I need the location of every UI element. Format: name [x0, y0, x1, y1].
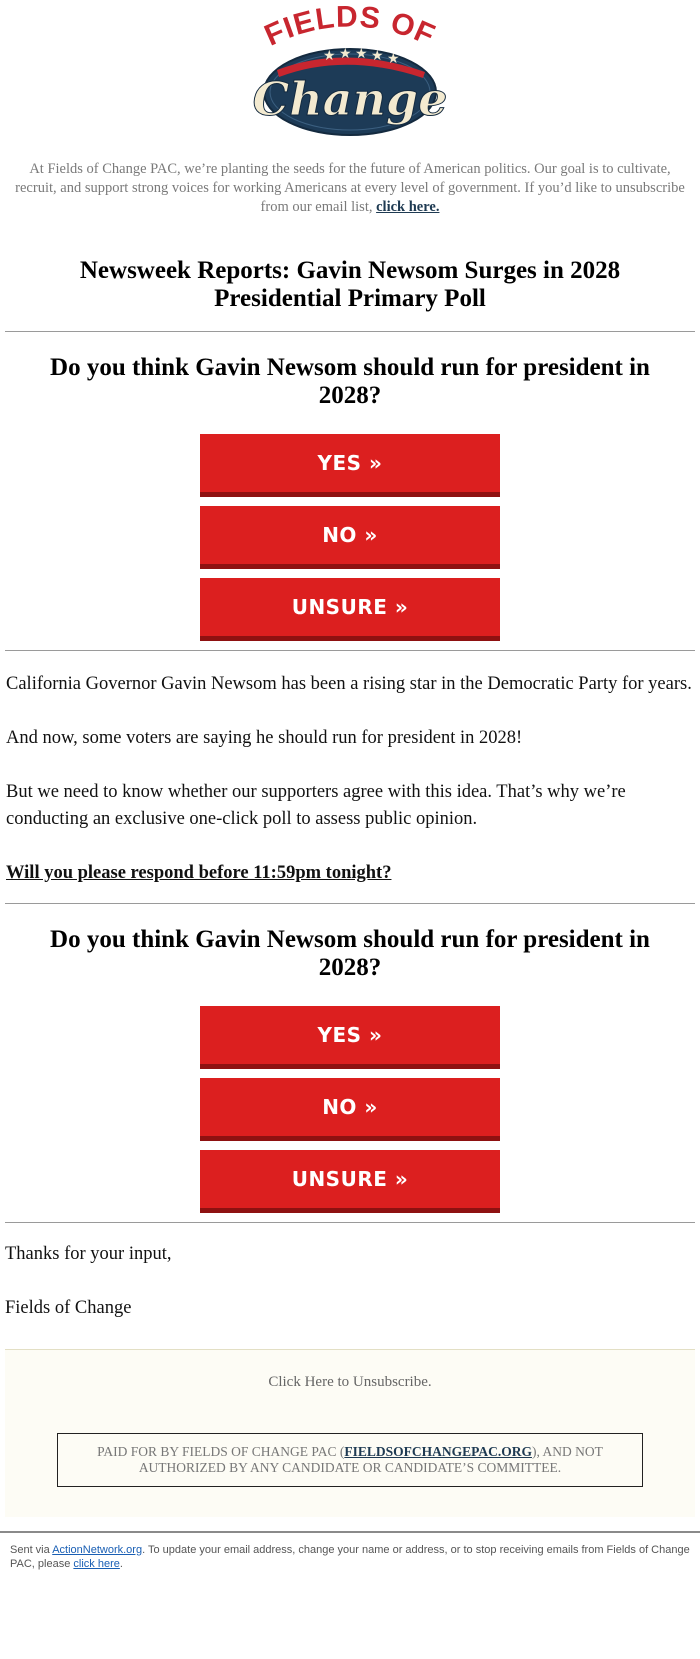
yes-button[interactable]: YES »	[200, 434, 500, 497]
svg-text:FIELDS OF	[260, 0, 440, 52]
unsure-button[interactable]: UNSURE »	[200, 1150, 500, 1213]
intro-unsubscribe-link[interactable]: click here.	[376, 199, 440, 215]
signature: Fields of Change	[5, 1298, 132, 1318]
sent-via-middle: . To update your email address, change your name or address, or to stop receiving emails from Fields of Change PAC, please	[10, 1544, 690, 1570]
paid-suffix: ), AND NOT AUTHORIZED BY ANY CANDIDATE OR CANDIDATE’S COMMITTEE.	[138, 1444, 603, 1475]
body-paragraph: And now, some voters are saying he should run for president in 2028!	[6, 728, 523, 748]
poll-buttons	[200, 1006, 500, 1213]
no-button[interactable]: NO »	[200, 506, 500, 569]
signoff	[5, 1241, 695, 1322]
unsubscribe-link[interactable]: Click Here to Unsubscribe.	[268, 1374, 432, 1390]
body-text	[5, 671, 695, 887]
yes-button[interactable]: YES »	[200, 1006, 500, 1069]
poll-question: Do you think Gavin Newsom should run for president in 2028?	[50, 354, 650, 409]
logo-top-text: FIELDS OF	[259, 0, 441, 53]
svg-text:★: ★	[339, 46, 352, 62]
click-here-link[interactable]: click here	[73, 1558, 120, 1570]
unsure-button[interactable]: UNSURE »	[200, 578, 500, 641]
svg-text:★: ★	[371, 48, 384, 64]
body-paragraph: But we need to know whether our supporters agree with this idea. That’s why we’re conducting an exclusive one-click poll to assess public opinion.	[6, 782, 626, 829]
headline: Newsweek Reports: Gavin Newsom Surges in 2028 Presidential Primary Poll	[79, 257, 621, 312]
divider	[5, 331, 695, 332]
divider	[5, 650, 695, 651]
intro-paragraph	[5, 150, 695, 217]
divider	[5, 1222, 695, 1223]
svg-text:★: ★	[323, 48, 336, 64]
thanks-text: Thanks for your input,	[5, 1244, 172, 1264]
divider	[5, 903, 695, 904]
sent-via-prefix: Sent via	[10, 1544, 53, 1556]
poll-question: Do you think Gavin Newsom should run for president in 2028?	[50, 926, 650, 981]
paid-prefix: PAID FOR BY FIELDS OF CHANGE PAC (	[97, 1444, 345, 1459]
cta-text[interactable]: Will you please respond before 11:59pm tonight?	[6, 863, 392, 883]
paid-for-disclaimer	[57, 1433, 643, 1487]
intro-text: At Fields of Change PAC, we’re planting the seeds for the future of American politics. Our goal is to cultivate, recruit, and support strong voices for working Americans at every level of government. If you’d like to unsubscribe from our email list,	[15, 161, 685, 215]
pac-website-link[interactable]: FIELDSOFCHANGEPAC.ORG	[344, 1444, 532, 1459]
no-button[interactable]: NO »	[200, 1078, 500, 1141]
sent-via-suffix: .	[119, 1558, 123, 1570]
body-paragraph: California Governor Gavin Newsom has been a rising star in the Democratic Party for years.	[6, 674, 692, 694]
poll-buttons	[200, 434, 500, 641]
svg-text:★: ★	[387, 51, 400, 67]
action-network-link[interactable]: ActionNetwork.org	[52, 1544, 143, 1556]
fields-of-change-logo[interactable]	[5, 0, 700, 150]
email-container	[5, 0, 695, 1517]
logo-graphic	[5, 0, 700, 150]
svg-text:★: ★	[355, 46, 368, 62]
footer	[5, 1349, 695, 1517]
sent-via-footer	[0, 1531, 700, 1571]
logo-script-text: Change	[252, 72, 448, 126]
